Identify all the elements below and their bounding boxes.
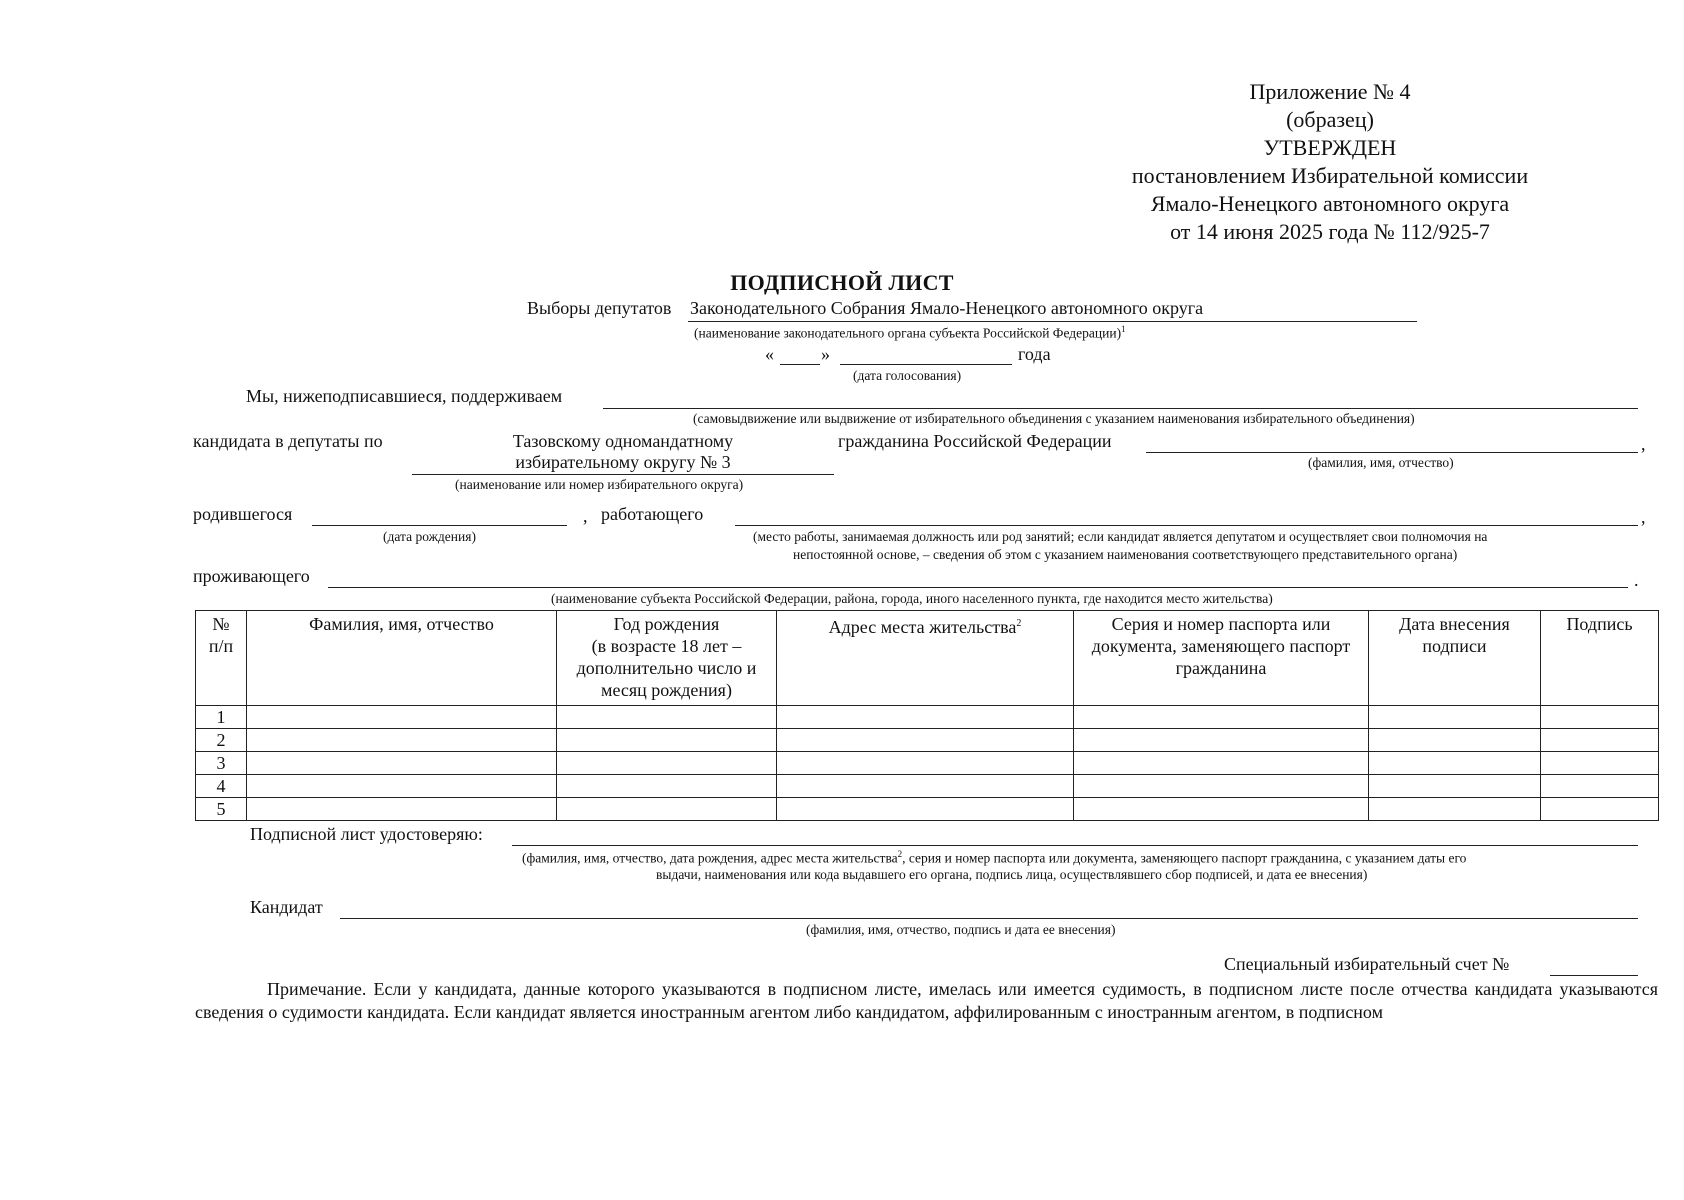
date-open-quote: « [765, 344, 774, 364]
header-address: Адрес места жительства$^2$ [777, 611, 1074, 706]
cell-sign-date[interactable] [1369, 752, 1541, 775]
header-number: № п/п [196, 611, 247, 706]
certify-caption-line1: (фамилия, имя, отчество, дата рождения, адрес места жительства$^2$, серия и номер паспорта или документа, заменяющего паспорт гражданина, с указанием даты его [522, 849, 1467, 866]
work-caption-line2: непостоянной основе, – сведения об этом с указанием наименования соответствующего представительного органа) [793, 547, 1458, 562]
elections-caption: (наименование законодательного органа субъекта Российской Федерации)$^1$ [694, 324, 1126, 341]
support-caption: (самовыдвижение или выдвижение от избирательного объединения с указанием наименования избирательного объединения) [693, 411, 1415, 426]
support-label: Мы, нижеподписавшиеся, поддерживаем [246, 386, 563, 406]
sample-mark: (образец) [1286, 107, 1374, 132]
cell-full-name[interactable] [247, 729, 557, 752]
row-number: 3 [196, 752, 247, 775]
elections-body[interactable]: Законодательного Собрания Ямало-Ненецкого автономного округа [690, 298, 1204, 318]
work-caption-line1: (место работы, занимаемая должность или род занятий; если кандидат является депутатом и осуществляет свои полномочия на [753, 529, 1488, 544]
cell-address[interactable] [777, 798, 1074, 821]
cell-birth-year[interactable] [557, 798, 777, 821]
candidate-name-caption: (фамилия, имя, отчество) [1308, 455, 1454, 470]
support-field[interactable] [603, 408, 1638, 409]
table-header-row [196, 611, 1659, 706]
citizen-label: гражданина Российской Федерации [838, 431, 1112, 451]
cell-passport[interactable] [1074, 798, 1369, 821]
header-passport: Серия и номер паспорта или документа, заменяющего паспорт гражданина [1074, 611, 1369, 706]
cell-birth-year[interactable] [557, 775, 777, 798]
elections-underline [688, 321, 1417, 322]
candidate-name-field[interactable] [1146, 452, 1638, 453]
header-birth-year: Год рождения (в возрасте 18 лет – дополнительно число и месяц рождения) [557, 611, 777, 706]
candidate-sign-caption: (фамилия, имя, отчество, подпись и дата ее внесения) [806, 922, 1116, 937]
cell-full-name[interactable] [247, 752, 557, 775]
header-sign-date: Дата внесения подписи [1369, 611, 1541, 706]
row-number: 5 [196, 798, 247, 821]
date-year-word: года [1018, 344, 1051, 364]
cell-passport[interactable] [1074, 775, 1369, 798]
approved-heading: УТВЕРЖДЕН [1263, 135, 1397, 160]
row-number: 2 [196, 729, 247, 752]
cell-passport[interactable] [1074, 706, 1369, 729]
table-row [196, 752, 1659, 775]
note-text: Примечание. Если у кандидата, данные которого указываются в подписном листе, имелась или имеется судимость, в подписном листе после отчества кандидата указываются сведения о судимости кандидата. Если кандидат является иностранным агентом либо кандидатом, аффилированным с иностранным агентом, в подписном [195, 979, 1658, 1022]
district-caption: (наименование или номер избирательного округа) [455, 477, 744, 492]
date-month-field[interactable] [840, 364, 1012, 365]
certify-field[interactable] [512, 845, 1638, 846]
cell-sign-date[interactable] [1369, 775, 1541, 798]
district-line1[interactable]: Тазовскому одномандатному [512, 431, 734, 451]
table-row [196, 798, 1659, 821]
cell-full-name[interactable] [247, 798, 557, 821]
date-close-quote: » [821, 344, 830, 364]
cell-birth-year[interactable] [557, 729, 777, 752]
cell-sign-date[interactable] [1369, 798, 1541, 821]
residence-field[interactable] [328, 587, 1628, 588]
page-title: ПОДПИСНОЙ ЛИСТ [730, 270, 954, 295]
appendix-number: Приложение № 4 [1249, 79, 1411, 104]
born-comma: , [583, 506, 588, 526]
candidate-sign-field[interactable] [340, 918, 1638, 919]
account-number-field[interactable] [1550, 975, 1638, 976]
cell-birth-year[interactable] [557, 706, 777, 729]
certify-label: Подписной лист удостоверяю: [250, 824, 483, 844]
table-row [196, 706, 1659, 729]
resolution-line: постановлением Избирательной комиссии [1131, 163, 1529, 188]
district-line2[interactable]: избирательному округу № 3 [515, 452, 731, 472]
cell-address[interactable] [777, 706, 1074, 729]
cell-sign-date[interactable] [1369, 729, 1541, 752]
date-caption: (дата голосования) [853, 368, 962, 383]
cell-full-name[interactable] [247, 706, 557, 729]
candidate-label: кандидата в депутаты по [193, 431, 383, 451]
elections-prefix: Выборы депутатов [527, 298, 672, 318]
district-underline [412, 474, 834, 475]
cell-signature[interactable] [1541, 798, 1659, 821]
birth-date-field[interactable] [312, 525, 567, 526]
work-comma: , [1641, 507, 1646, 527]
work-field[interactable] [735, 525, 1638, 526]
table-row [196, 775, 1659, 798]
cell-full-name[interactable] [247, 775, 557, 798]
cell-address[interactable] [777, 729, 1074, 752]
signature-table [195, 610, 1659, 821]
born-label: родившегося [193, 504, 293, 524]
cell-passport[interactable] [1074, 729, 1369, 752]
candidate-comma: , [1641, 434, 1646, 454]
work-label: работающего [601, 504, 704, 524]
birth-date-caption: (дата рождения) [383, 529, 476, 544]
row-number: 1 [196, 706, 247, 729]
row-number: 4 [196, 775, 247, 798]
cell-signature[interactable] [1541, 706, 1659, 729]
residence-period: . [1634, 570, 1639, 590]
cell-signature[interactable] [1541, 775, 1659, 798]
cell-passport[interactable] [1074, 752, 1369, 775]
cell-signature[interactable] [1541, 729, 1659, 752]
residence-caption: (наименование субъекта Российской Федерации, района, города, иного населенного пункта, где находится место жительства) [551, 591, 1273, 606]
cell-signature[interactable] [1541, 752, 1659, 775]
header-full-name: Фамилия, имя, отчество [247, 611, 557, 706]
residence-label: проживающего [193, 566, 310, 586]
cell-address[interactable] [777, 775, 1074, 798]
resolution-date: от 14 июня 2025 года № 112/925-7 [1170, 219, 1490, 244]
candidate-sign-label: Кандидат [250, 897, 323, 917]
cell-birth-year[interactable] [557, 752, 777, 775]
table-row [196, 729, 1659, 752]
cell-sign-date[interactable] [1369, 706, 1541, 729]
date-day-field[interactable] [780, 364, 820, 365]
header-signature: Подпись [1541, 611, 1659, 706]
account-label: Специальный избирательный счет № [1224, 954, 1510, 974]
certify-caption-line2: выдачи, наименования или кода выдавшего его органа, подпись лица, осуществлявшего сбор подписей, и дата ее внесения) [656, 867, 1368, 882]
cell-address[interactable] [777, 752, 1074, 775]
region-line: Ямало-Ненецкого автономного округа [1150, 191, 1510, 216]
approval-block [1080, 78, 1580, 246]
